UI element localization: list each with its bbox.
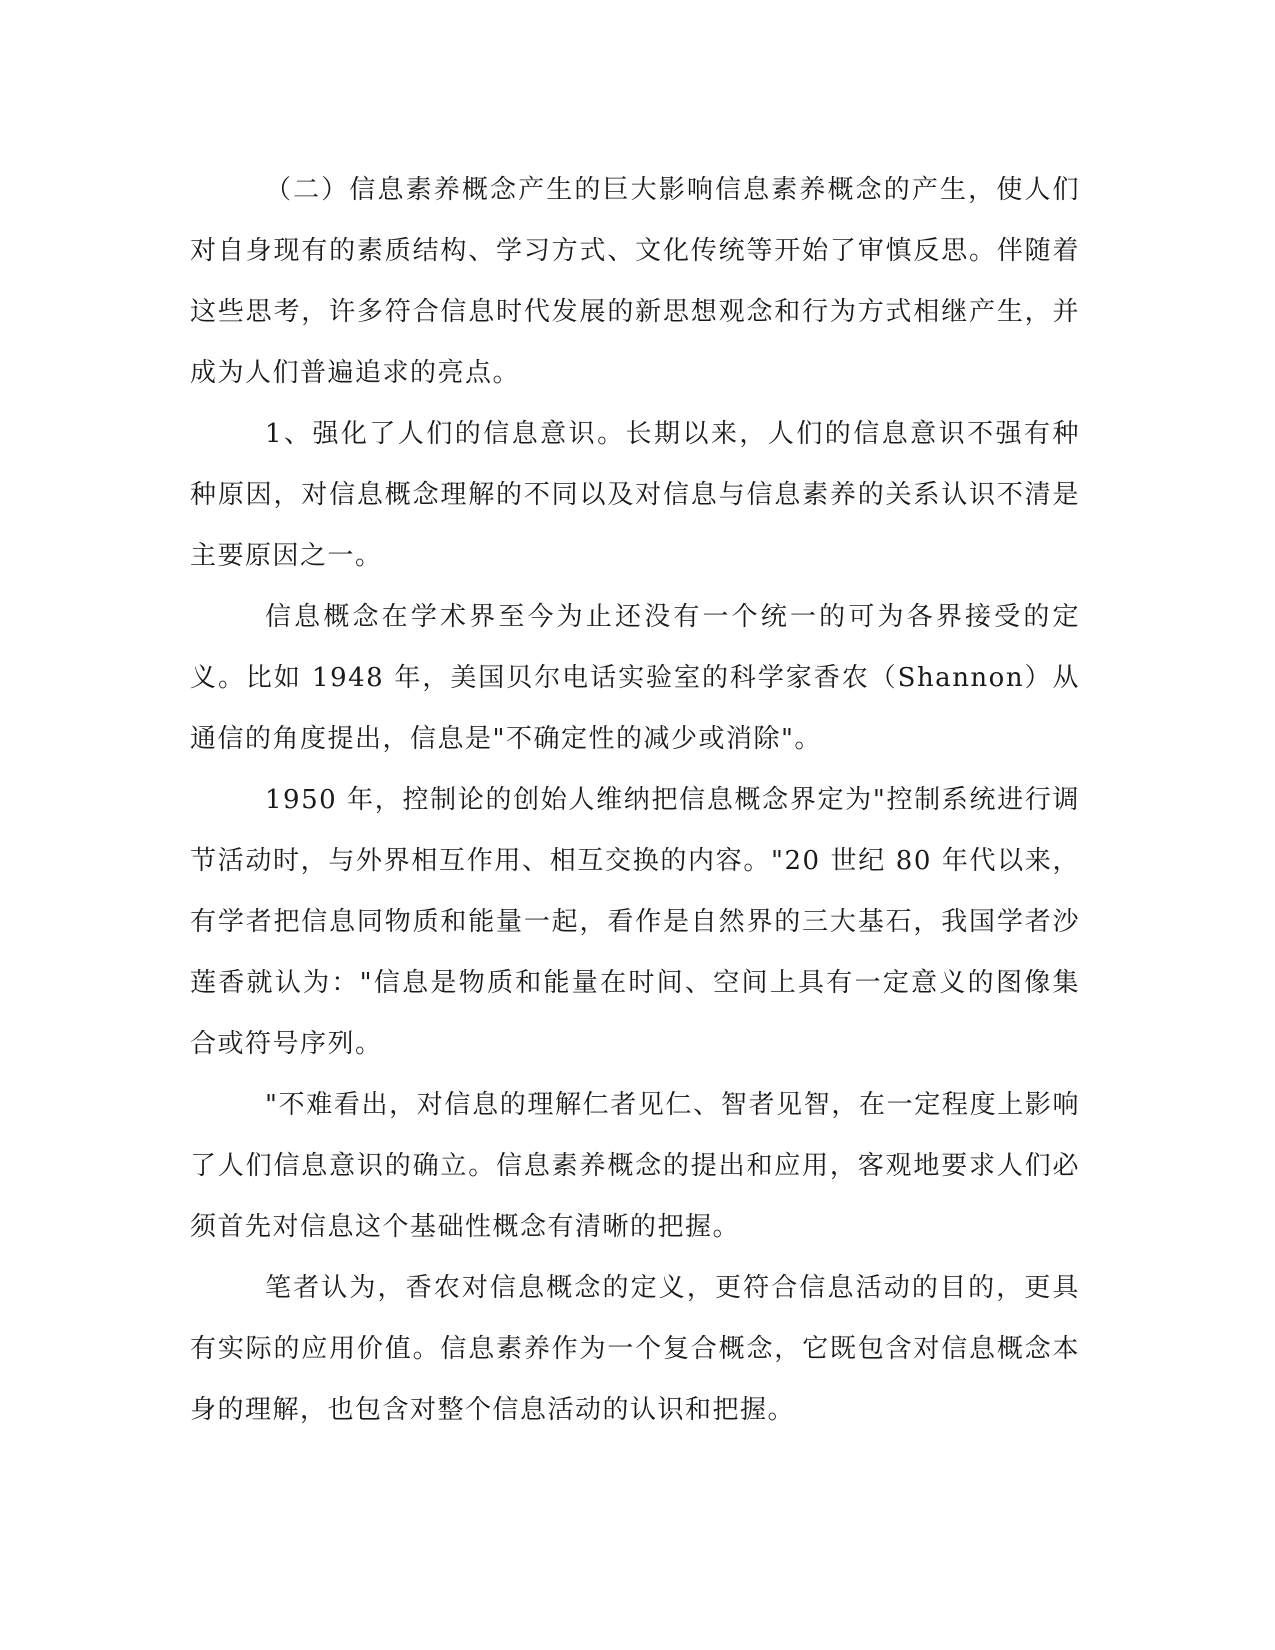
paragraph-5: "不难看出，对信息的理解仁者见仁、智者见智，在一定程度上影响了人们信息意识的确立。信息素养概念的提出和应用，客观地要求人们必须首先对信息这个基础性概念有清晰的把握。 xyxy=(190,1090,1080,1242)
paragraph-4: 1950 年，控制论的创始人维纳把信息概念界定为"控制系统进行调节活动时，与外界相互作用、相互交换的内容。"20 世纪 80 年代以来，有学者把信息同物质和能量一起，看作是自然界的三大基石，我国学者沙莲香就认为："信息是物质和能量在时间、空间上具有一定意义的图像集合或符号序列。 xyxy=(190,785,1080,1059)
paragraph-3: 信息概念在学术界至今为止还没有一个统一的可为各界接受的定义。比如 1948 年，美国贝尔电话实验室的科学家香农（Shannon）从通信的角度提出，信息是"不确定性的减少或消除"。 xyxy=(190,602,1080,754)
paragraph-2: 1、强化了人们的信息意识。长期以来，人们的信息意识不强有种种原因，对信息概念理解的不同以及对信息与信息素养的关系认识不清是主要原因之一。 xyxy=(190,419,1080,571)
paragraph-6: 笔者认为，香农对信息概念的定义，更符合信息活动的目的，更具有实际的应用价值。信息素养作为一个复合概念，它既包含对信息概念本身的理解，也包含对整个信息活动的认识和把握。 xyxy=(190,1273,1080,1425)
document-body xyxy=(190,160,1080,1441)
paragraph-1: （二）信息素养概念产生的巨大影响信息素养概念的产生，使人们对自身现有的素质结构、学习方式、文化传统等开始了审慎反思。伴随着这些思考，许多符合信息时代发展的新思想观念和行为方式相继产生，并成为人们普遍追求的亮点。 xyxy=(190,175,1080,388)
